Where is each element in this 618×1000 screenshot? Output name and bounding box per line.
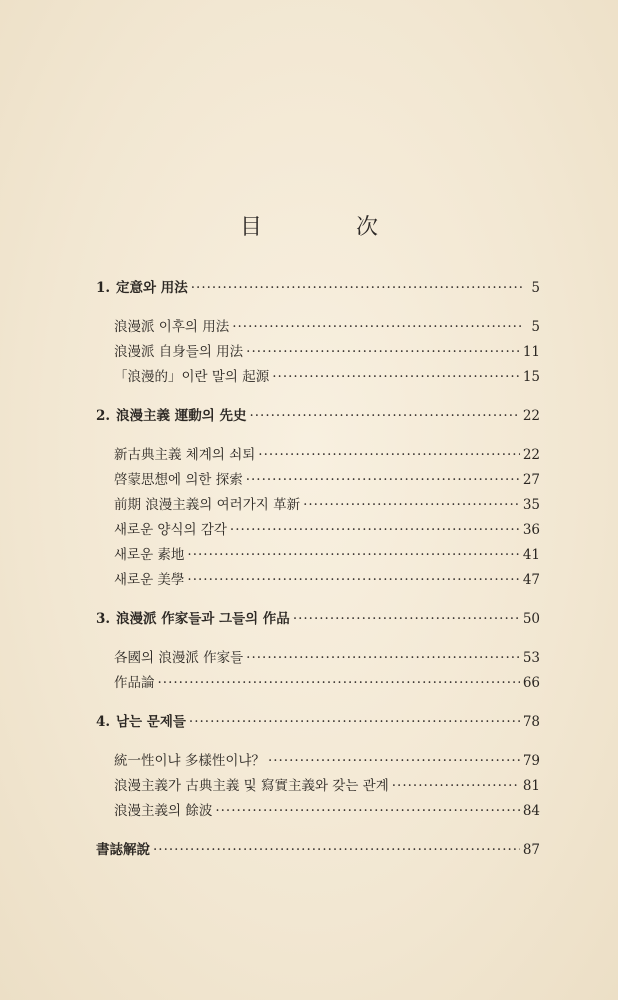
toc-entry [96,646,540,671]
entry-title: 新古典主義 체계의 쇠퇴 [114,447,256,463]
toc-entry [96,468,540,493]
leader-dots [158,671,520,696]
page-number: 35 [522,497,540,513]
leader-dots [230,518,520,543]
page-number: 84 [522,803,540,819]
page-number: 22 [522,447,540,463]
page-number: 5 [531,319,540,335]
leader-dots [249,404,519,429]
toc-entry [96,315,540,340]
toc-entry [96,799,540,824]
toc-entry [96,543,540,568]
page-number: 11 [522,344,540,360]
section-number: 3. [96,611,111,627]
section-number: 4. [96,714,111,730]
leader-dots [272,365,520,390]
page-number: 79 [522,753,540,769]
toc-entry [96,671,540,696]
page-title: 目 次 [239,215,414,240]
entry-title: 「浪漫的」이란 말의 起源 [114,369,270,385]
page-number: 87 [522,842,540,858]
section-number: 1. [96,280,111,296]
page-number: 53 [522,650,540,666]
page-number: 36 [522,522,540,538]
toc-section-bibliography [96,838,540,863]
entry-title: 統一性이냐 多樣性이냐？ [114,753,265,769]
toc-section [96,607,540,632]
entry-title: 새로운 素地 [114,547,185,563]
leader-dots [191,276,523,301]
leader-dots [246,646,520,671]
toc-entry [96,518,540,543]
leader-dots [246,468,520,493]
page-number: 81 [522,778,540,794]
page-number: 66 [522,675,540,691]
toc-section [96,710,540,735]
entry-title: 새로운 양식의 감각 [114,522,227,538]
leader-dots [258,443,520,468]
entry-title: 浪漫派 自身들의 用法 [114,344,244,360]
section-number: 2. [96,408,111,424]
section-title: 浪漫派 作家들과 그들의 作品 [116,611,290,627]
section-title: 남는 문제들 [116,714,186,730]
toc-entry [96,749,540,774]
page-number: 78 [522,714,540,730]
entry-title: 浪漫主義가 古典主義 및 寫實主義와 갖는 관계 [114,778,389,794]
leader-dots [246,340,520,365]
leader-dots [153,838,520,863]
leader-dots [187,543,519,568]
section-title: 書誌解說 [96,842,150,858]
page-number: 41 [522,547,540,563]
toc-entry [96,443,540,468]
section-title: 浪漫主義 運動의 先史 [116,408,247,424]
leader-dots [187,568,519,593]
leader-dots [268,749,520,774]
table-of-contents [96,276,540,863]
entry-title: 새로운 美學 [114,572,185,588]
leader-dots [189,710,520,735]
page-number: 50 [522,611,540,627]
page-number: 47 [522,572,540,588]
entry-title: 作品論 [114,675,155,691]
toc-entry [96,774,540,799]
section-title: 定意와 用法 [116,280,188,296]
page-number: 5 [531,280,540,296]
entry-title: 浪漫主義의 餘波 [114,803,213,819]
entry-title: 各國의 浪漫派 作家들 [114,650,244,666]
leader-dots [392,774,520,799]
entry-title: 啓蒙思想에 의한 探索 [114,472,243,488]
page-number: 27 [522,472,540,488]
toc-entry [96,568,540,593]
leader-dots [303,493,520,518]
leader-dots [215,799,519,824]
toc-section [96,404,540,429]
entry-title: 浪漫派 이후의 用法 [114,319,230,335]
toc-entry [96,340,540,365]
toc-section [96,276,540,301]
toc-entry [96,493,540,518]
leader-dots [293,607,520,632]
entry-title: 前期 浪漫主義의 여러가지 革新 [114,497,301,513]
leader-dots [232,315,523,340]
page-number: 22 [522,408,540,424]
toc-entry [96,365,540,390]
page-number: 15 [522,369,540,385]
